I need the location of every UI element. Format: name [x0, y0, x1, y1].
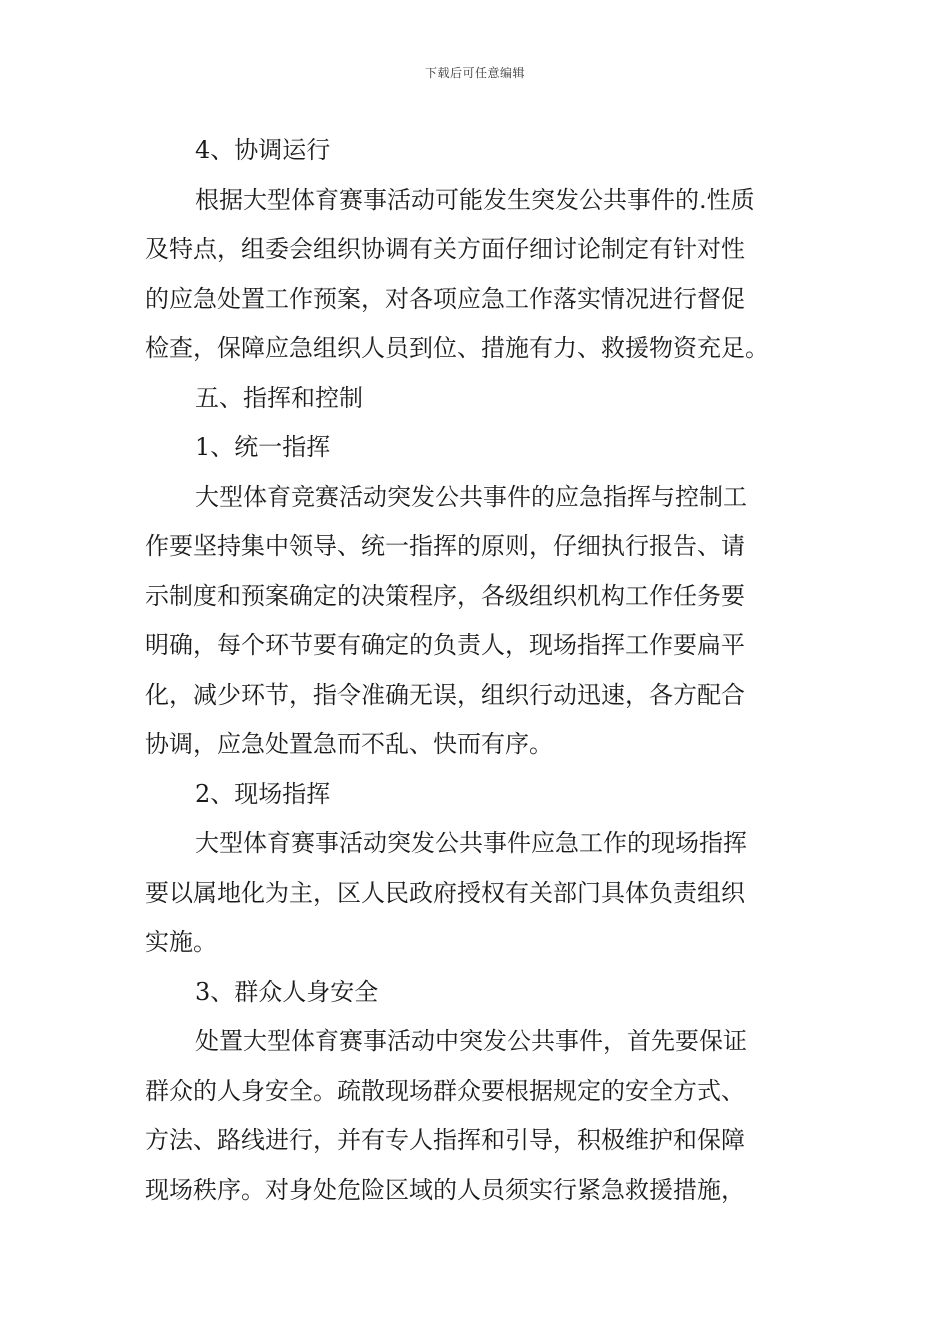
text-line: 大型体育赛事活动突发公共事件应急工作的现场指挥: [195, 829, 747, 857]
text-line: 处置大型体育赛事活动中突发公共事件，首先要保证: [195, 1027, 747, 1055]
text-line: 作要坚持集中领导、统一指挥的原则，仔细执行报告、请: [145, 532, 745, 560]
subsection-heading: 1、统一指挥: [195, 433, 331, 461]
text-line: 根据大型体育赛事活动可能发生突发公共事件的.性质: [195, 185, 755, 214]
text-line: 及特点，组委会组织协调有关方面仔细讨论制定有针对性: [145, 235, 745, 263]
subsection-heading: 3、群众人身安全: [195, 977, 379, 1006]
text-line: 4、协调运行: [195, 136, 331, 164]
subsection-heading: 2、现场指挥: [195, 779, 331, 808]
text-line: 检查，保障应急组织人员到位、措施有力、救援物资充足。: [145, 334, 769, 362]
text-line: 化，减少环节，指令准确无误，组织行动迅速，各方配合: [145, 680, 745, 709]
page-header: 下载后可任意编辑: [424, 66, 525, 80]
document-body: [145, 126, 810, 1215]
text-line: 要以属地化为主，区人民政府授权有关部门具体负责组织: [145, 878, 745, 907]
text-line: 群众的人身安全。疏散现场群众要根据规定的安全方式、: [145, 1076, 745, 1105]
text-line: 方法、路线进行，并有专人指挥和引导，积极维护和保障: [145, 1126, 745, 1154]
text-line: 大型体育竞赛活动突发公共事件的应急指挥与控制工: [195, 482, 747, 511]
text-line: 示制度和预案确定的决策程序，各级组织机构工作任务要: [145, 581, 745, 610]
text-line: 实施。: [145, 928, 217, 956]
text-line: 明确，每个环节要有确定的负责人，现场指挥工作要扁平: [145, 631, 745, 659]
text-line: 现场秩序。对身处危险区域的人员须实行紧急救援措施，: [145, 1175, 745, 1204]
text-line: 的应急处置工作预案，对各项应急工作落实情况进行督促: [145, 284, 745, 313]
text-line: 协调，应急处置急而不乱、快而有序。: [145, 730, 553, 758]
section-heading: 五、指挥和控制: [195, 383, 363, 412]
